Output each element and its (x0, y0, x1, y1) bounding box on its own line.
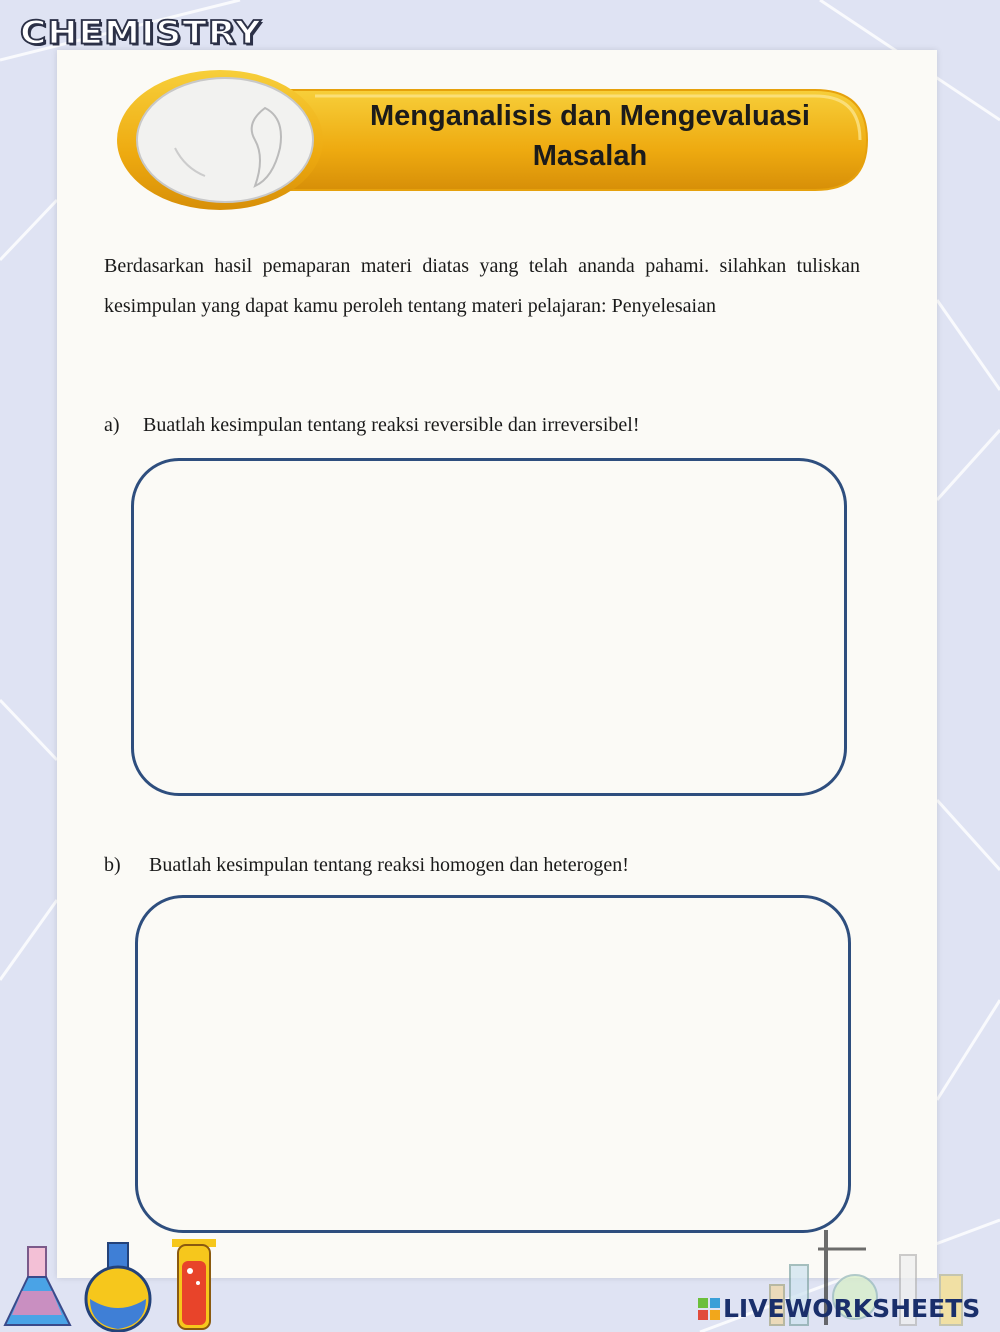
answer-box-a[interactable] (131, 458, 847, 796)
banner-title (330, 96, 850, 176)
question-label: a) (104, 414, 120, 436)
answer-box-b[interactable] (135, 895, 851, 1233)
intro-paragraph: Berdasarkan hasil pemaparan materi diatas yang telah ananda pahami. silahkan tuliskan kesimpulan yang dapat kamu peroleh tentang materi pelajaran: Penyelesaian (104, 255, 860, 317)
test-tube-icon (172, 1239, 216, 1329)
flask-pink-icon (5, 1247, 70, 1325)
question-a (104, 412, 639, 438)
question-label: b) (104, 854, 121, 876)
flask-blue-icon (86, 1243, 150, 1331)
chemistry-logo: CHEMISTRY (20, 14, 262, 52)
banner-title-line1: Menganalisis dan Mengevaluasi (370, 100, 810, 132)
question-b (104, 852, 629, 878)
liveworksheets-logo-icon (698, 1298, 720, 1320)
liveworksheets-watermark (698, 1294, 980, 1323)
globe-icon (137, 78, 313, 202)
banner-title-line2: Masalah (532, 140, 648, 172)
question-text: Buatlah kesimpulan tentang reaksi reversible dan irreversibel! (143, 414, 640, 436)
question-text: Buatlah kesimpulan tentang reaksi homogen dan heterogen! (149, 854, 629, 876)
watermark-text: LIVEWORKSHEETS (723, 1294, 981, 1323)
